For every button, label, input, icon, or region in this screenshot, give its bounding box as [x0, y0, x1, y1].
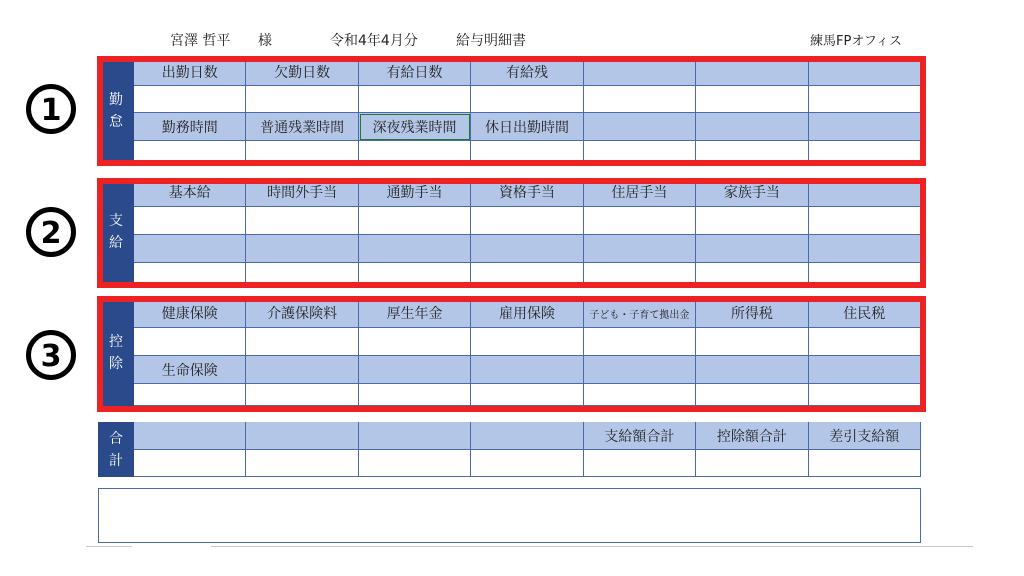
side-char: 計: [109, 452, 123, 469]
svg-text:1: 1: [40, 93, 62, 128]
header-cell[interactable]: [359, 356, 471, 384]
value-cell[interactable]: [246, 450, 358, 477]
value-cell[interactable]: [471, 450, 583, 477]
header-cell[interactable]: [809, 113, 921, 141]
side-char: 控: [109, 333, 123, 350]
value-cell[interactable]: [809, 141, 921, 164]
side-char: 除: [109, 355, 123, 372]
value-cell[interactable]: [471, 263, 583, 285]
svg-text:3: 3: [40, 339, 62, 374]
value-cell[interactable]: [359, 207, 471, 235]
value-cell[interactable]: [471, 207, 583, 235]
side-char: 勤: [109, 92, 123, 108]
header-cell[interactable]: [584, 356, 696, 384]
value-cell[interactable]: [809, 384, 921, 406]
value-cell[interactable]: [696, 384, 808, 406]
notes-box[interactable]: [98, 488, 921, 543]
footer-line: [86, 546, 132, 547]
header-cell[interactable]: 差引支給額: [809, 422, 921, 450]
circled-number-3-icon: [24, 328, 78, 382]
header-cell[interactable]: 控除額合計: [696, 422, 808, 450]
value-cell[interactable]: [584, 207, 696, 235]
header-cell[interactable]: [696, 113, 808, 141]
header-cell[interactable]: [584, 58, 696, 86]
selected-cell[interactable]: 深夜残業時間: [359, 113, 471, 141]
blank-cell[interactable]: [584, 235, 696, 263]
header-cell[interactable]: 健康保険: [134, 299, 246, 328]
blank-cell[interactable]: [246, 235, 358, 263]
value-cell[interactable]: [359, 141, 471, 164]
header-cell[interactable]: 時間外手当: [246, 178, 358, 207]
circled-number-2-icon: [24, 205, 78, 259]
deduction-table: [98, 299, 921, 406]
value-cell[interactable]: [359, 263, 471, 285]
value-cell[interactable]: [134, 450, 246, 477]
value-cell[interactable]: [584, 263, 696, 285]
header-cell[interactable]: [809, 178, 921, 207]
value-cell[interactable]: [696, 328, 808, 356]
attendance-side-label: [98, 58, 134, 164]
header-cell[interactable]: 所得税: [696, 299, 808, 328]
total-table: [98, 422, 921, 477]
header-cell[interactable]: [584, 113, 696, 141]
value-cell[interactable]: [359, 86, 471, 113]
header-cell[interactable]: 家族手当: [696, 178, 808, 207]
svg-text:2: 2: [40, 216, 62, 251]
value-cell[interactable]: [246, 141, 358, 164]
value-cell[interactable]: [696, 450, 808, 477]
value-cell[interactable]: [584, 141, 696, 164]
side-char: 給: [109, 234, 123, 251]
side-char: 合: [109, 430, 123, 447]
office-name: 練馬FPオフィス: [810, 34, 902, 49]
employee-name: 宮澤 哲平: [170, 33, 231, 49]
header-cell[interactable]: [134, 422, 246, 450]
header-cell[interactable]: 厚生年金: [359, 299, 471, 328]
header-cell[interactable]: [809, 356, 921, 384]
value-cell[interactable]: [696, 207, 808, 235]
value-cell[interactable]: [696, 86, 808, 113]
value-cell[interactable]: [359, 450, 471, 477]
value-cell[interactable]: [246, 328, 358, 356]
header-cell[interactable]: [809, 58, 921, 86]
value-cell[interactable]: [584, 328, 696, 356]
side-char: 怠: [109, 114, 123, 130]
header-cell[interactable]: 有給日数: [359, 58, 471, 86]
header-cell[interactable]: 雇用保険: [471, 299, 583, 328]
header-cell[interactable]: 基本給: [134, 178, 246, 207]
header-cell[interactable]: [246, 356, 358, 384]
honorific: 様: [258, 33, 272, 49]
value-cell[interactable]: [359, 384, 471, 406]
header-cell[interactable]: [696, 58, 808, 86]
value-cell[interactable]: [696, 263, 808, 285]
payment-side-label: [98, 178, 134, 285]
header-cell[interactable]: 出勤日数: [134, 58, 246, 86]
value-cell[interactable]: [584, 384, 696, 406]
header-cell[interactable]: 有給残: [471, 58, 583, 86]
value-cell[interactable]: [246, 207, 358, 235]
value-cell[interactable]: [584, 86, 696, 113]
value-cell[interactable]: [246, 263, 358, 285]
header-cell[interactable]: 通勤手当: [359, 178, 471, 207]
side-char: 支: [109, 212, 123, 229]
blank-cell[interactable]: [696, 235, 808, 263]
value-cell[interactable]: [809, 207, 921, 235]
deduction-side-label: [98, 299, 134, 406]
header-cell[interactable]: [471, 356, 583, 384]
value-cell[interactable]: [134, 384, 246, 406]
value-cell[interactable]: [471, 384, 583, 406]
value-cell[interactable]: [471, 328, 583, 356]
header-cell[interactable]: 住居手当: [584, 178, 696, 207]
payment-table: [98, 178, 921, 285]
total-side-label: [98, 422, 134, 477]
blank-cell[interactable]: [471, 235, 583, 263]
blank-cell[interactable]: [809, 235, 921, 263]
value-cell[interactable]: [809, 263, 921, 285]
value-cell[interactable]: [134, 328, 246, 356]
value-cell[interactable]: [696, 141, 808, 164]
header-cell[interactable]: 子ども・子育て拠出金: [584, 299, 696, 328]
header-cell[interactable]: 休日出勤時間: [471, 113, 583, 141]
value-cell[interactable]: [246, 384, 358, 406]
header-cell[interactable]: 住民税: [809, 299, 921, 328]
value-cell[interactable]: [584, 450, 696, 477]
pay-period: 令和4年4月分: [330, 33, 418, 49]
circled-number-1-icon: [24, 82, 78, 136]
header-cell[interactable]: 介護保険料: [246, 299, 358, 328]
blank-cell[interactable]: [359, 235, 471, 263]
value-cell[interactable]: [134, 207, 246, 235]
value-cell[interactable]: [246, 86, 358, 113]
footer-line: [211, 546, 973, 547]
value-cell[interactable]: [134, 86, 246, 113]
header-cell[interactable]: 生命保険: [134, 356, 246, 384]
header-cell[interactable]: 勤務時間: [134, 113, 246, 141]
value-cell[interactable]: [134, 263, 246, 285]
attendance-table: [98, 58, 921, 164]
value-cell[interactable]: [471, 86, 583, 113]
header-cell[interactable]: 資格手当: [471, 178, 583, 207]
header-cell[interactable]: 欠勤日数: [246, 58, 358, 86]
header-cell[interactable]: [246, 422, 358, 450]
header-cell[interactable]: 普通残業時間: [246, 113, 358, 141]
header-cell[interactable]: [471, 422, 583, 450]
header-cell[interactable]: 支給額合計: [584, 422, 696, 450]
value-cell[interactable]: [359, 328, 471, 356]
value-cell[interactable]: [809, 328, 921, 356]
header-cell[interactable]: [359, 422, 471, 450]
value-cell[interactable]: [134, 141, 246, 164]
document-title: 給与明細書: [456, 33, 526, 49]
value-cell[interactable]: [809, 86, 921, 113]
header-cell[interactable]: [696, 356, 808, 384]
blank-cell[interactable]: [134, 235, 246, 263]
value-cell[interactable]: [471, 141, 583, 164]
value-cell[interactable]: [809, 450, 921, 477]
